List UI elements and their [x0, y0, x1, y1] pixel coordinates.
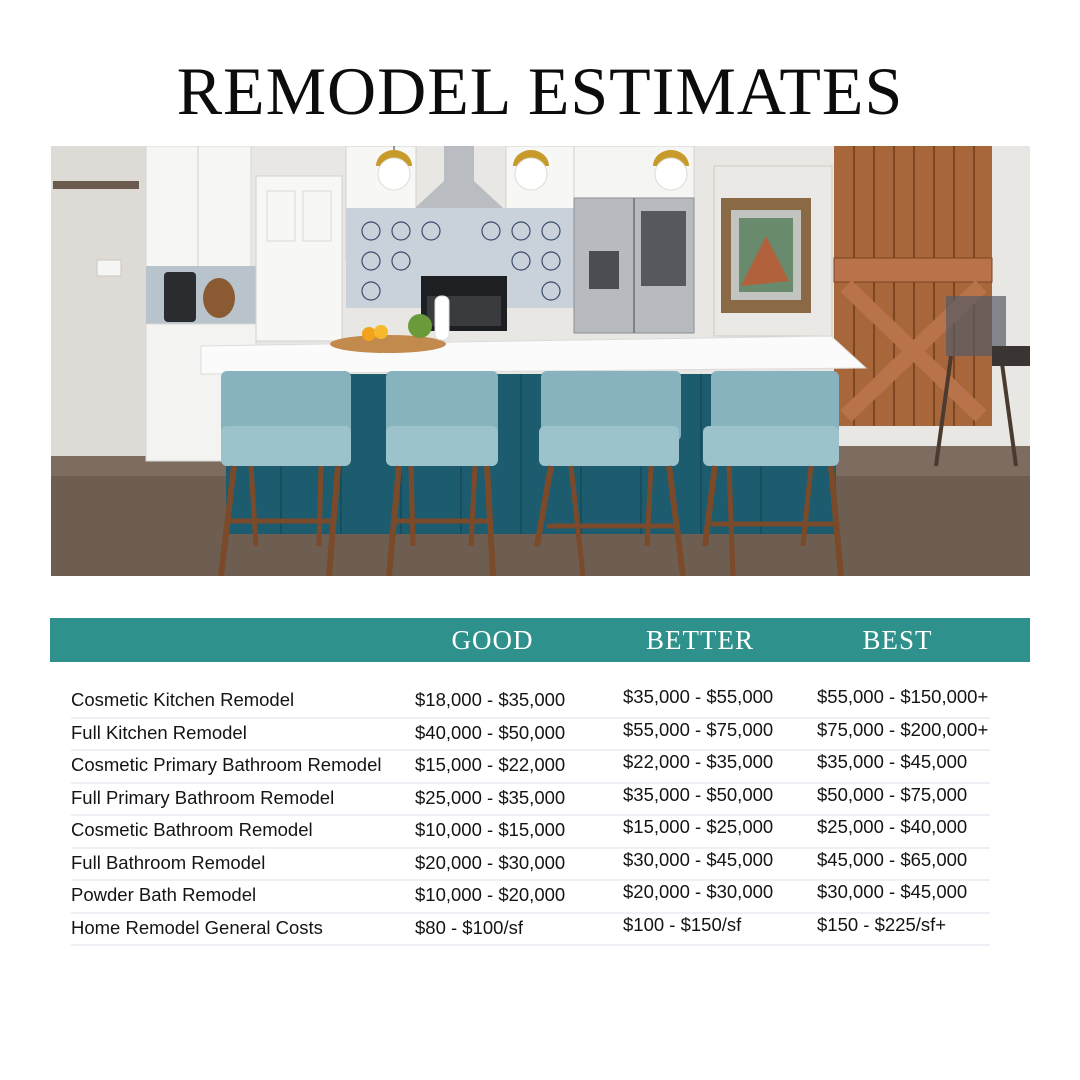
- estimate-table: [71, 686, 990, 946]
- better-cost: $35,000 - $50,000: [623, 783, 774, 805]
- table-header: [50, 618, 1030, 662]
- good-cost: $40,000 - $50,000: [415, 721, 566, 743]
- kitchen-photo: [51, 146, 1030, 576]
- good-cost: $10,000 - $20,000: [415, 884, 566, 905]
- good-cost: $18,000 - $35,000: [415, 689, 566, 710]
- project-label: Cosmetic Primary Bathroom Remodel: [71, 754, 382, 775]
- tier-good-header: GOOD: [451, 625, 534, 655]
- better-cost: $100 - $150/sf: [623, 913, 742, 935]
- best-cost: $30,000 - $45,000: [817, 881, 968, 902]
- good-cost: $80 - $100/sf: [415, 916, 523, 938]
- best-cost: $150 - $225/sf+: [817, 913, 947, 935]
- table-row: [71, 784, 990, 817]
- tier-best-header: BEST: [862, 625, 933, 655]
- best-cost: $35,000 - $45,000: [817, 751, 968, 772]
- table-row: [71, 751, 990, 784]
- tier-better-header: BETTER: [646, 625, 754, 655]
- better-cost: $20,000 - $30,000: [623, 881, 774, 902]
- page-title: REMODEL ESTIMATES: [176, 53, 904, 129]
- table-row: [71, 719, 990, 752]
- better-cost: $15,000 - $25,000: [623, 816, 774, 837]
- better-cost: $35,000 - $55,000: [623, 686, 774, 707]
- table-row: [71, 881, 990, 914]
- project-label: Full Primary Bathroom Remodel: [71, 786, 335, 808]
- good-cost: $20,000 - $30,000: [415, 851, 566, 873]
- best-cost: $75,000 - $200,000+: [817, 718, 989, 740]
- table-row: [71, 849, 990, 882]
- project-label: Full Kitchen Remodel: [71, 721, 247, 743]
- project-label: Cosmetic Bathroom Remodel: [71, 819, 313, 840]
- project-label: Cosmetic Kitchen Remodel: [71, 689, 295, 710]
- better-cost: $30,000 - $45,000: [623, 848, 774, 870]
- project-label: Home Remodel General Costs: [71, 916, 323, 938]
- project-label: Full Bathroom Remodel: [71, 851, 266, 873]
- better-cost: $55,000 - $75,000: [623, 718, 774, 740]
- best-cost: $45,000 - $65,000: [817, 848, 968, 870]
- best-cost: $50,000 - $75,000: [817, 783, 968, 805]
- table-row: [71, 686, 990, 719]
- best-cost: $25,000 - $40,000: [817, 816, 968, 837]
- table-row: [71, 816, 990, 849]
- best-cost: $55,000 - $150,000+: [817, 686, 989, 707]
- table-row: [71, 914, 990, 947]
- good-cost: $25,000 - $35,000: [415, 786, 566, 808]
- good-cost: $10,000 - $15,000: [415, 819, 566, 840]
- better-cost: $22,000 - $35,000: [623, 751, 774, 772]
- project-label: Powder Bath Remodel: [71, 884, 257, 905]
- good-cost: $15,000 - $22,000: [415, 754, 566, 775]
